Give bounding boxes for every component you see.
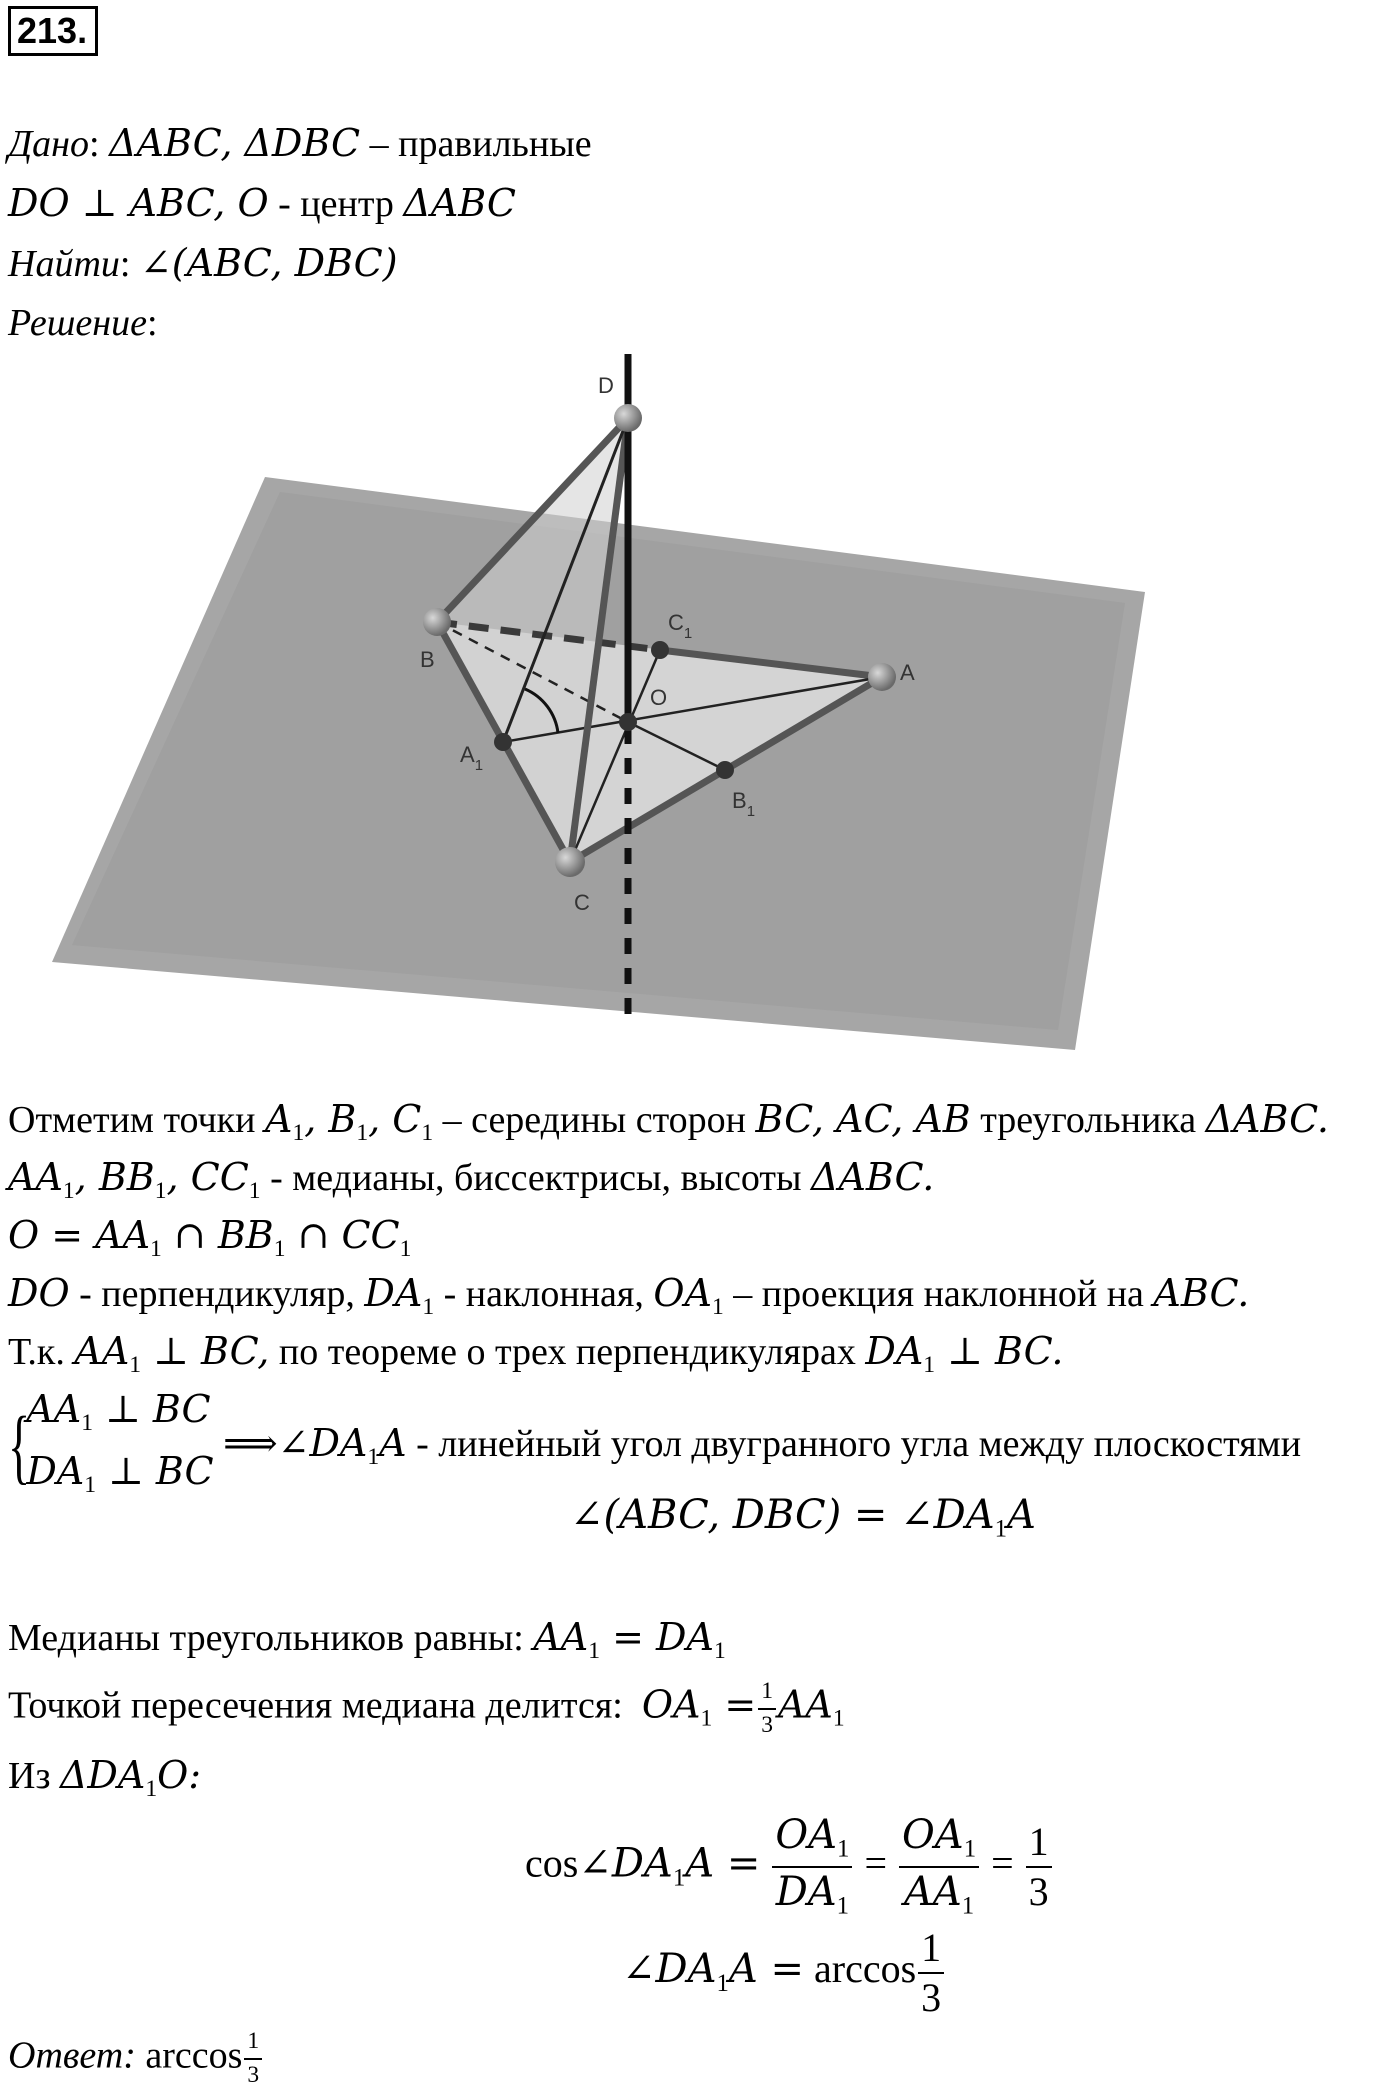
label-A1: $A_1$ (460, 742, 484, 774)
point-A (868, 663, 896, 691)
label-O: O (650, 685, 668, 710)
answer-line: Ответ: arccos $\frac{1}{3}$ (8, 2030, 264, 2087)
label-B: B (420, 647, 435, 672)
label-C: C (574, 890, 590, 915)
arccos-equation: $\angle DA_1A = \arccos$ $\frac{1}{3}$ (622, 1928, 946, 2018)
text-line-8: Из $\Delta DA_1O$: (8, 1753, 202, 1803)
label-B1: $B_1$ (732, 788, 756, 820)
text-line-1: Отметим точки $A_1$, $B_1$, $C_1$ – середины сторон BC, AC, AB треугольника ΔABC. (8, 1097, 1329, 1147)
point-O (619, 713, 637, 731)
text-line-3: $O = AA_1$ ∩ $BB_1$ ∩ $CC_1$ (8, 1213, 412, 1263)
point-B (423, 608, 451, 636)
text-line-6: Медианы треугольников равны: $AA_1 = DA_1$ (8, 1615, 726, 1665)
equation-angle: ∠(ABC, $DBC) = \angle DA_1A$ (570, 1492, 1036, 1543)
point-C1 (651, 641, 669, 659)
label-A: A (900, 660, 915, 685)
find-line: Найти: ∠(ABC, DBC) (8, 241, 398, 285)
label-C1: $C_1$ (668, 610, 693, 642)
point-D (614, 404, 642, 432)
given-line-2: DO ⊥ ABC, O - центр ΔABC (8, 181, 516, 225)
point-C (555, 847, 585, 877)
cos-equation: $\cos\angle DA_1A$ = $\frac{OA_1}{DA_1}$ = $\frac{OA_1}{AA_1}$ = $\frac{1}{3}$ (525, 1815, 1054, 1920)
text-line-2: $AA_1$, $BB_1$, $CC_1$ - медианы, биссектрисы, высоты ΔABC. (8, 1155, 935, 1205)
text-line-7: Точкой пересечения медиана делится: $OA_1$ = $\frac{1}{3}$ $AA_1$ (8, 1678, 845, 1738)
system-line: { $AA_1$ ⊥ BC $DA_1$ ⊥ BC $⟹\angle DA_1A$ - линейный угол двугранного угла между плоскостями (8, 1387, 1302, 1499)
problem-number: 213. (8, 6, 98, 56)
text-line-4: DO - перпендикуляр, $DA_1$ - наклонная, $OA_1$ – проекция наклонной на ABC. (8, 1271, 1250, 1321)
given-line-1: Дано: ΔABC, ΔDBC – правильные (8, 121, 592, 165)
solution-label: Решение: (8, 302, 158, 344)
text-line-5: Т.к. $AA_1$ ⊥ BC, по теореме о трех перпендикулярах $DA_1$ ⊥ BC. (8, 1329, 1064, 1379)
point-A1 (494, 733, 512, 751)
point-B1 (716, 761, 734, 779)
label-D: D (598, 373, 614, 398)
